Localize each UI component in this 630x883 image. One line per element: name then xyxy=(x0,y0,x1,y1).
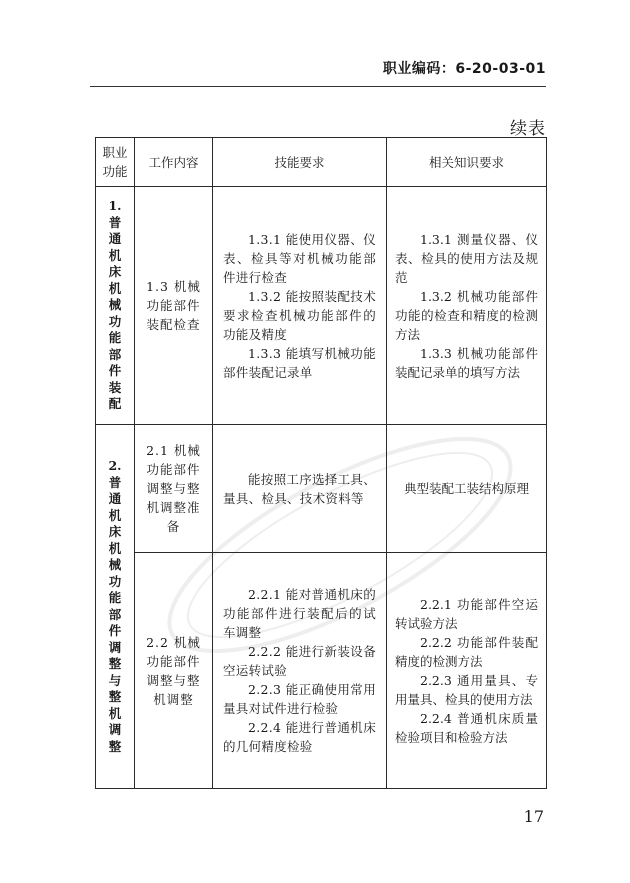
header-function xyxy=(96,138,135,187)
function-category-char: 件 xyxy=(108,623,122,638)
function-category-char: 整 xyxy=(108,689,122,704)
occupation-code: 职业编码：6-20-03-01 xyxy=(382,61,546,77)
function-category-char: 部 xyxy=(108,346,122,362)
page-number: 17 xyxy=(523,807,544,826)
function-category-char: 床 xyxy=(108,264,122,280)
function-category-char: 调 xyxy=(108,722,122,737)
header-rule xyxy=(90,86,546,87)
continued-label: 续表 xyxy=(510,119,546,139)
skill-item: 2.2.2 能进行新装设备空运转试验 xyxy=(223,644,376,678)
skills-cell xyxy=(213,425,387,553)
function-category-char: 功 xyxy=(108,573,122,589)
function-category-char: 普 xyxy=(108,214,122,230)
function-category-char: 机 xyxy=(108,247,122,263)
skill-item: 1.3.3 能填写机械功能部件装配记录单 xyxy=(223,345,376,380)
function-category-char: 械 xyxy=(108,557,122,572)
function-category-char: 1. xyxy=(108,198,122,214)
skill-item: 1.3.1 能使用仪器、仪表、检具等对机械功能部件进行检查 xyxy=(223,231,376,285)
table-header-row xyxy=(96,138,547,187)
header-function-line2: 功能 xyxy=(102,164,128,179)
knowledge-cell xyxy=(387,553,547,789)
table-row xyxy=(96,553,547,789)
skill-item: 能按照工序选择工具、量具、检具、技术资料等 xyxy=(223,471,377,506)
skill-item: 2.2.1 能对普通机床的功能部件进行装配后的试车调整 xyxy=(223,587,376,640)
skill-item: 1.3.2 能按照装配技术要求检查机械功能部件的功能及精度 xyxy=(223,288,376,342)
function-category-char: 能 xyxy=(108,330,122,346)
knowledge-item: 2.2.1 功能部件空运转试验方法 xyxy=(395,596,538,631)
function-category-char: 机 xyxy=(108,705,122,721)
function-category-char: 机 xyxy=(108,507,122,523)
function-category-char: 与 xyxy=(108,672,122,688)
work-content-cell: 2.1 机械功能部件调整与整机调整准备 xyxy=(135,425,213,553)
function-category-char: 整 xyxy=(108,738,122,754)
function-cell-1 xyxy=(96,187,135,425)
header-knowledge-requirements: 相关知识要求 xyxy=(387,138,547,187)
knowledge-item: 2.2.2 功能部件装配精度的检测方法 xyxy=(395,634,538,669)
skills-cell xyxy=(213,553,387,789)
table-row xyxy=(96,425,547,553)
knowledge-item: 1.3.3 机械功能部件装配记录单的填写方法 xyxy=(395,345,538,380)
skills-cell xyxy=(213,187,387,425)
knowledge-item: 2.2.3 通用量具、专用量具、检具的使用方法 xyxy=(395,672,538,707)
knowledge-item: 典型装配工装结构原理 xyxy=(403,481,529,496)
function-category-char: 机 xyxy=(108,280,122,296)
function-category-char: 能 xyxy=(108,590,122,605)
function-category-char: 整 xyxy=(108,656,122,671)
function-category-char: 通 xyxy=(108,231,122,247)
function-category-char: 械 xyxy=(108,297,122,313)
function-category-char: 2. xyxy=(108,458,122,473)
header-work-content: 工作内容 xyxy=(135,138,213,187)
function-category-char: 部 xyxy=(108,606,122,622)
knowledge-cell xyxy=(387,425,547,553)
skill-item: 2.2.3 能正确使用常用量具对试件进行检验 xyxy=(223,682,376,716)
header-function-line1: 职业 xyxy=(102,145,128,160)
knowledge-item: 2.2.4 普通机床质量检验项目和检验方法 xyxy=(395,710,538,745)
table-row xyxy=(96,187,547,425)
work-content-cell: 2.2 机械功能部件调整与整机调整 xyxy=(135,553,213,789)
function-category-char: 功 xyxy=(108,313,122,329)
function-category-char: 调 xyxy=(108,639,122,655)
skill-item: 2.2.4 能进行普通机床的几何精度检验 xyxy=(223,720,376,754)
function-category-char: 床 xyxy=(108,524,122,539)
function-category-char: 机 xyxy=(108,540,122,556)
function-category-char: 装 xyxy=(108,379,122,395)
function-category-char: 件 xyxy=(108,363,122,379)
knowledge-cell xyxy=(387,187,547,425)
function-category-char: 通 xyxy=(108,491,122,506)
knowledge-item: 1.3.1 测量仪器、仪表、检具的使用方法及规范 xyxy=(395,231,538,285)
function-cell-2 xyxy=(96,425,135,789)
function-category-char: 配 xyxy=(108,396,122,412)
function-category-char: 普 xyxy=(108,474,122,490)
work-content-cell: 1.3 机械功能部件装配检查 xyxy=(135,187,213,425)
knowledge-item: 1.3.2 机械功能部件功能的检查和精度的检测方法 xyxy=(395,288,538,342)
header-skill-requirements: 技能要求 xyxy=(213,138,387,187)
competency-table xyxy=(95,137,547,789)
